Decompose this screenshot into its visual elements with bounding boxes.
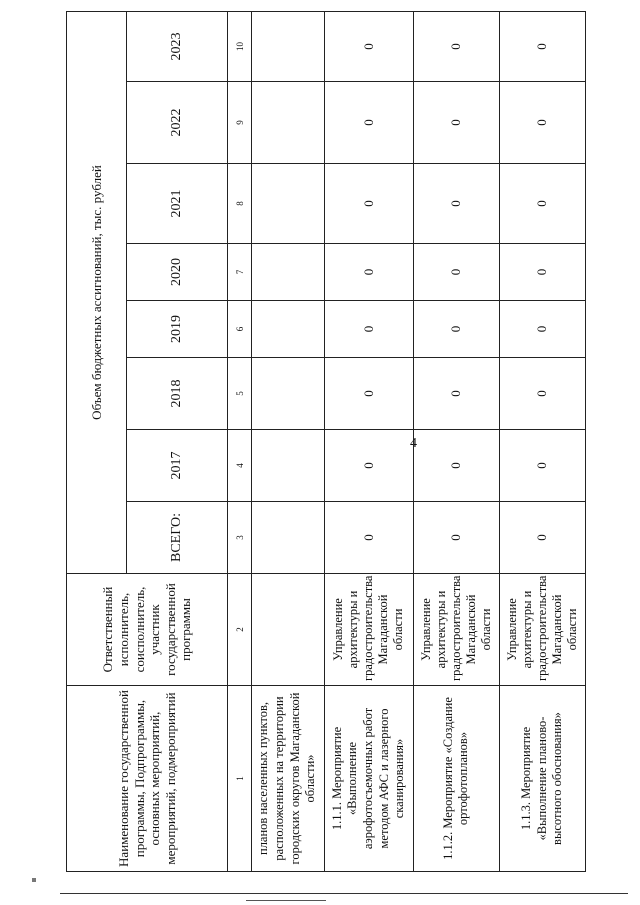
column-number: 3 bbox=[228, 502, 252, 574]
column-number: 5 bbox=[228, 358, 252, 430]
row-value: 0 bbox=[324, 301, 413, 358]
row-value bbox=[251, 11, 324, 81]
row-value bbox=[251, 82, 324, 164]
header-year: 2018 bbox=[127, 358, 228, 430]
header-year: 2020 bbox=[127, 244, 228, 301]
row-value: 0 bbox=[324, 244, 413, 301]
row-value: 0 bbox=[413, 301, 499, 358]
row-value: 0 bbox=[499, 82, 585, 164]
column-number: 4 bbox=[228, 430, 252, 502]
table-row bbox=[499, 11, 585, 871]
scan-mark bbox=[32, 878, 36, 882]
column-number-row bbox=[228, 11, 252, 871]
header-year: 2021 bbox=[127, 164, 228, 244]
row-value: 0 bbox=[499, 301, 585, 358]
row-responsible bbox=[251, 574, 324, 686]
row-value: 0 bbox=[413, 82, 499, 164]
row-value bbox=[251, 502, 324, 574]
column-number: 10 bbox=[228, 11, 252, 81]
row-value: 0 bbox=[499, 358, 585, 430]
row-value: 0 bbox=[413, 11, 499, 81]
row-value: 0 bbox=[499, 11, 585, 81]
rotated-table-wrapper bbox=[66, 12, 586, 872]
table-row bbox=[251, 11, 324, 871]
header-year: 2017 bbox=[127, 430, 228, 502]
header-year: 2019 bbox=[127, 301, 228, 358]
header-year: 2023 bbox=[127, 11, 228, 81]
row-value: 0 bbox=[413, 244, 499, 301]
row-value bbox=[251, 430, 324, 502]
header-budget: Объем бюджетных ассигнований, тыс. рублей bbox=[67, 11, 127, 573]
header-responsible-column: Ответственный исполнитель, соисполнитель, участник государственной программы bbox=[67, 574, 228, 686]
column-number: 2 bbox=[228, 574, 252, 686]
row-name: 1.1.2. Мероприятие «Создание ортофотопланов» bbox=[413, 686, 499, 872]
row-value bbox=[251, 301, 324, 358]
page-number: 4 bbox=[410, 436, 417, 451]
row-value: 0 bbox=[324, 11, 413, 81]
row-value: 0 bbox=[499, 164, 585, 244]
row-value: 0 bbox=[324, 358, 413, 430]
row-value: 0 bbox=[413, 430, 499, 502]
row-responsible: Управление архитектуры и градостроительства Магаданской области bbox=[413, 574, 499, 686]
row-name: 1.1.1. Мероприятие «Выполнение аэрофотосъемочных работ методом АФС и лазерного сканирования» bbox=[324, 686, 413, 872]
column-number: 7 bbox=[228, 244, 252, 301]
column-number: 9 bbox=[228, 82, 252, 164]
row-value bbox=[251, 164, 324, 244]
budget-table bbox=[66, 11, 586, 872]
row-name: 1.1.3. Мероприятие «Выполнение планово-высотного обоснования» bbox=[499, 686, 585, 872]
header-total: ВСЕГО: bbox=[127, 502, 228, 574]
row-value: 0 bbox=[324, 164, 413, 244]
row-value: 0 bbox=[499, 430, 585, 502]
table-row bbox=[413, 11, 499, 871]
row-value: 0 bbox=[324, 430, 413, 502]
column-number: 1 bbox=[228, 686, 252, 872]
row-value: 0 bbox=[324, 502, 413, 574]
column-number: 6 bbox=[228, 301, 252, 358]
row-name: планов населенных пунктов, расположенных на территории городских округов Магаданской области» bbox=[251, 686, 324, 872]
row-value: 0 bbox=[413, 358, 499, 430]
row-responsible: Управление архитектуры и градостроительства Магаданской области bbox=[324, 574, 413, 686]
row-value: 0 bbox=[413, 502, 499, 574]
column-number: 8 bbox=[228, 164, 252, 244]
row-value bbox=[251, 244, 324, 301]
row-value: 0 bbox=[499, 502, 585, 574]
row-value: 0 bbox=[324, 82, 413, 164]
table-row bbox=[324, 11, 413, 871]
row-value: 0 bbox=[499, 244, 585, 301]
row-value bbox=[251, 358, 324, 430]
header-year: 2022 bbox=[127, 82, 228, 164]
row-value: 0 bbox=[413, 164, 499, 244]
row-responsible: Управление архитектуры и градостроительства Магаданской области bbox=[499, 574, 585, 686]
footer-rule bbox=[60, 893, 628, 894]
header-name-column: Наименование государственной программы, Подпрограммы, основных мероприятий, мероприятий, подмероприятий bbox=[67, 686, 228, 872]
footer-rule-short bbox=[246, 900, 326, 901]
